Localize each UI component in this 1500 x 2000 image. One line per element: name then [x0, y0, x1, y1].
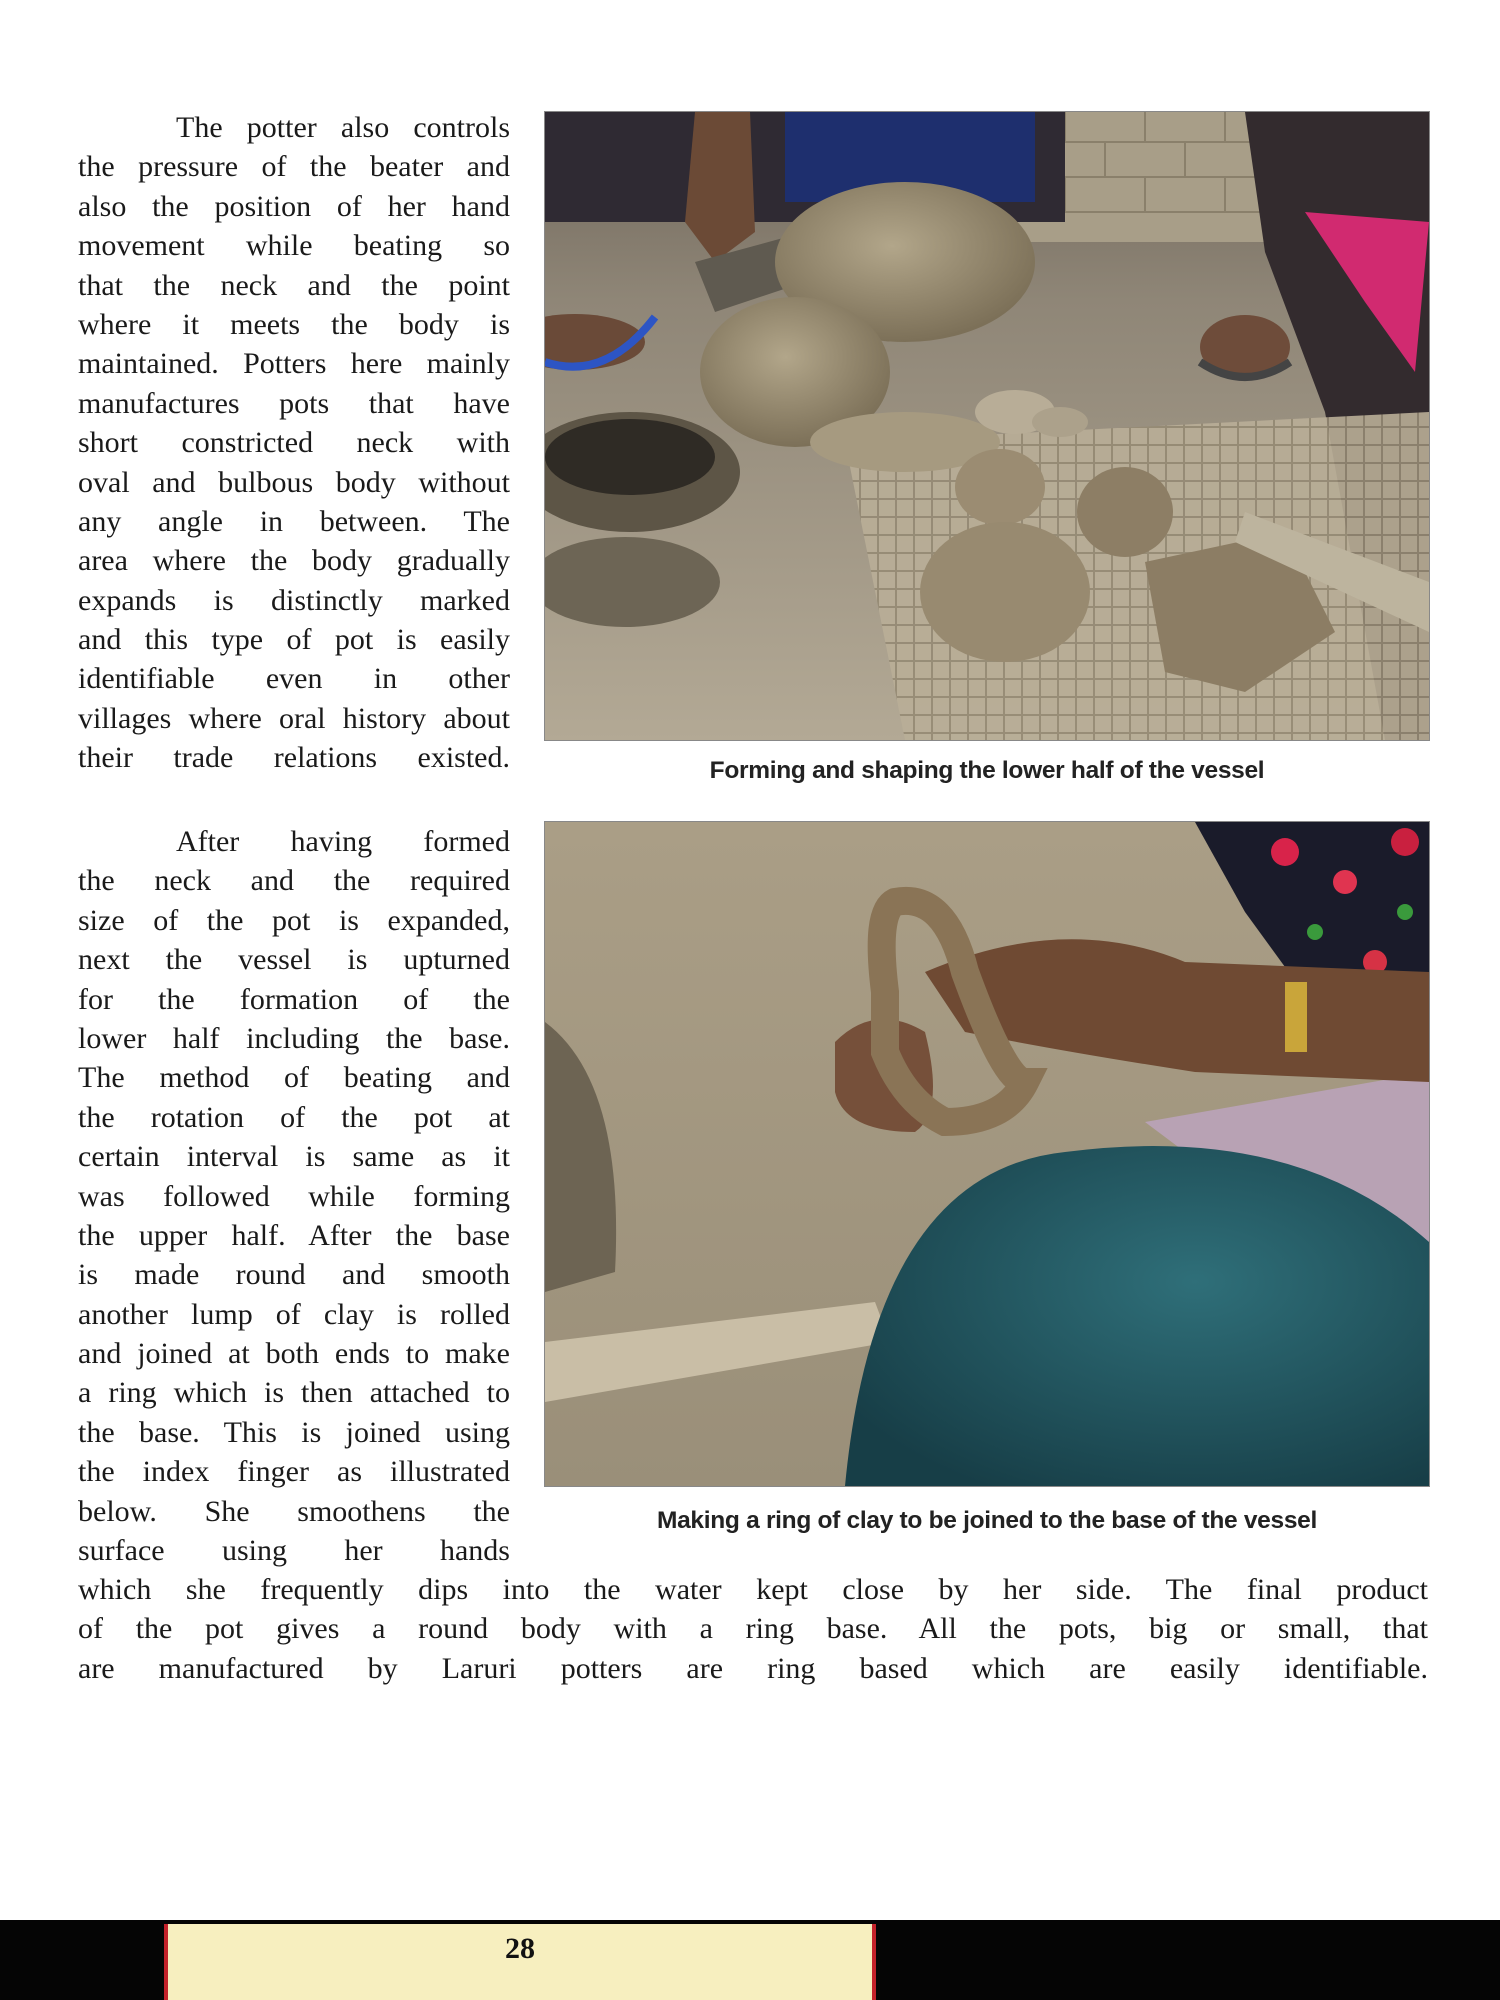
text-line: maintained. Potters here mainly: [78, 347, 510, 381]
text-line: the pressure of the beater and: [78, 150, 510, 184]
figure-1-caption: Forming and shaping the lower half of the vessel: [709, 757, 1265, 784]
text-line: which she frequently dips into the water kept close by her side. The final product: [78, 1573, 1428, 1606]
text-line: the rotation of the pot at: [78, 1100, 510, 1134]
text-line: and this type of pot is easily: [78, 623, 510, 657]
text-line: the base. This is joined using: [78, 1415, 510, 1449]
text-line: identifiable even in other: [78, 662, 510, 696]
text-line: that the neck and the point: [78, 268, 510, 302]
text-line: their trade relations existed.: [78, 741, 510, 775]
text-line: The method of beating and: [78, 1061, 510, 1095]
text-line: movement while beating so: [78, 229, 510, 263]
text-line: short constricted neck with: [78, 426, 510, 460]
text-line: [78, 822, 510, 861]
text-line: oval and bulbous body without: [78, 465, 510, 499]
text-line: a ring which is then attached to: [78, 1376, 510, 1410]
text-line: next the vessel is upturned: [78, 943, 510, 977]
text-line: also the position of her hand: [78, 189, 510, 223]
text-line: the index finger as illustrated: [78, 1455, 510, 1489]
text-line: After having formed: [176, 825, 510, 858]
text-line: and joined at both ends to make: [78, 1337, 510, 1371]
text-line: below. She smoothens the: [78, 1494, 510, 1528]
text-line: The potter also controls: [176, 111, 510, 144]
paragraph-1: [78, 108, 510, 778]
text-line: expands is distinctly marked: [78, 583, 510, 617]
text-line: is made round and smooth: [78, 1258, 510, 1292]
text-line: surface using her hands: [78, 1534, 510, 1568]
paragraph-2: [78, 822, 510, 1570]
text-line: villages where oral history about: [78, 701, 510, 735]
text-line: for the formation of the: [78, 982, 510, 1016]
text-line: the neck and the required: [78, 864, 510, 898]
text-line: of the pot gives a round body with a ring base. All the pots, big or small, that: [78, 1612, 1428, 1646]
photo-hands-clay-ring-icon: [545, 822, 1429, 1486]
text-line: another lump of clay is rolled: [78, 1297, 510, 1331]
text-line: are manufactured by Laruri potters are ring based which are easily identifiable.: [78, 1651, 1428, 1685]
photo-potter-shaping-vessel: [545, 112, 1429, 740]
text-line: the upper half. After the base: [78, 1218, 510, 1252]
text-line: manufactures pots that have: [78, 386, 510, 420]
figure-2-caption: Making a ring of clay to be joined to the base of the vessel: [657, 1507, 1317, 1534]
text-line: certain interval is same as it: [78, 1140, 510, 1174]
text-line: size of the pot is expanded,: [78, 903, 510, 937]
text-line: where it meets the body is: [78, 307, 510, 341]
paragraph-2-continued: [78, 1570, 1428, 1688]
text-line: area where the body gradually: [78, 544, 510, 578]
page-number: 28: [505, 1932, 535, 1965]
text-line: was followed while forming: [78, 1179, 510, 1213]
photo-potter-shaping-vessel-icon: [545, 112, 1429, 740]
text-line: lower half including the base.: [78, 1021, 510, 1055]
photo-hands-clay-ring: [545, 822, 1429, 1486]
text-line: any angle in between. The: [78, 504, 510, 538]
